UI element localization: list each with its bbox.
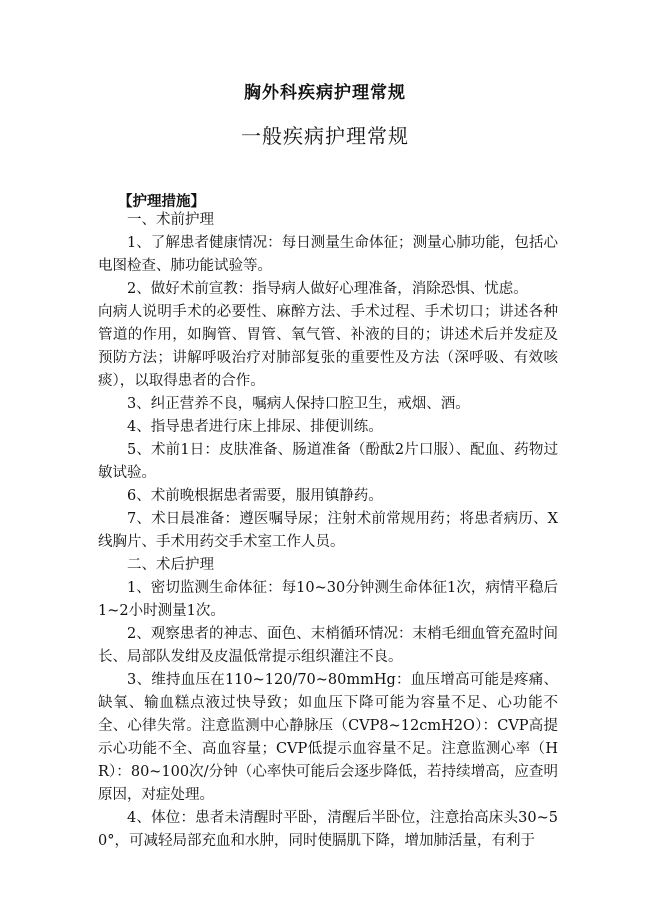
paragraph: 4、体位：患者未清醒时平卧，清醒后半卧位，注意抬高床头30~50°，可减轻局部充血和水肿，同时使膈肌下降，增加肺活量，有利于 <box>98 810 558 849</box>
document-subtitle: 一般疾病护理常规 <box>241 124 409 148</box>
section-heading: 一、术前护理 <box>127 212 214 228</box>
paragraph: 1、密切监测生命体征：每10~30分钟测生命体征1次，病情平稳后1~2小时测量1次。 <box>98 580 558 619</box>
paragraph: 4、指导患者进行床上排尿、排便训练。 <box>127 419 383 435</box>
paragraph: 3、纠正营养不良，嘱病人保持口腔卫生，戒烟、酒。 <box>127 396 470 412</box>
paragraph: 7、术日晨准备：遵医嘱导尿；注射术前常规用药；将患者病历、X线胸片、手术用药交手术室工作人员。 <box>98 511 558 550</box>
document-title: 胸外科疾病护理常规 <box>244 83 406 103</box>
paragraph: 向病人说明手术的必要性、麻醉方法、手术过程、手术切口；讲述各种管道的作用，如胸管、胃管、氧气管、补液的目的；讲述术后并发症及预防方法；讲解呼吸治疗对肺部复张的重要性及方法（深呼吸、有效咳痰），以取得患者的合作。 <box>98 304 558 389</box>
paragraph: 2、做好术前宣教：指导病人做好心理准备，消除恐惧、忧虑。 <box>127 281 528 297</box>
document-body <box>98 209 558 853</box>
paragraph: 1、了解患者健康情况：每日测量生命体征；测量心肺功能，包括心电图检查、肺功能试验等。 <box>98 235 558 274</box>
section-label: 【护理措施】 <box>118 193 205 210</box>
paragraph: 6、术前晚根据患者需要，服用镇静药。 <box>127 488 383 504</box>
paragraph: 5、术前1日：皮肤准备、肠道准备（酚酞2片口服）、配血、药物过敏试验。 <box>98 442 558 481</box>
paragraph: 3、维持血压在110~120/70~80mmHg：血压增高可能是疼痛、缺氧、输血糕点液过快导致；如血压下降可能为容量不足、心功能不全、心律失常。注意监测中心静脉压（CVP8~12cmH2O）：CVP高提示心功能不全、高血容量；CVP低提示血容量不足。注意监测心率（HR）：80~100次/分钟（心率快可能后会逐步降低，若持续增高，应查明原因，对症处理。 <box>98 672 558 803</box>
paragraph: 2、观察患者的神志、面色、末梢循环情况：末梢毛细血管充盈时间长、局部队发绀及皮温低常提示组织灌注不良。 <box>98 626 558 665</box>
section-heading: 二、术后护理 <box>127 557 214 573</box>
